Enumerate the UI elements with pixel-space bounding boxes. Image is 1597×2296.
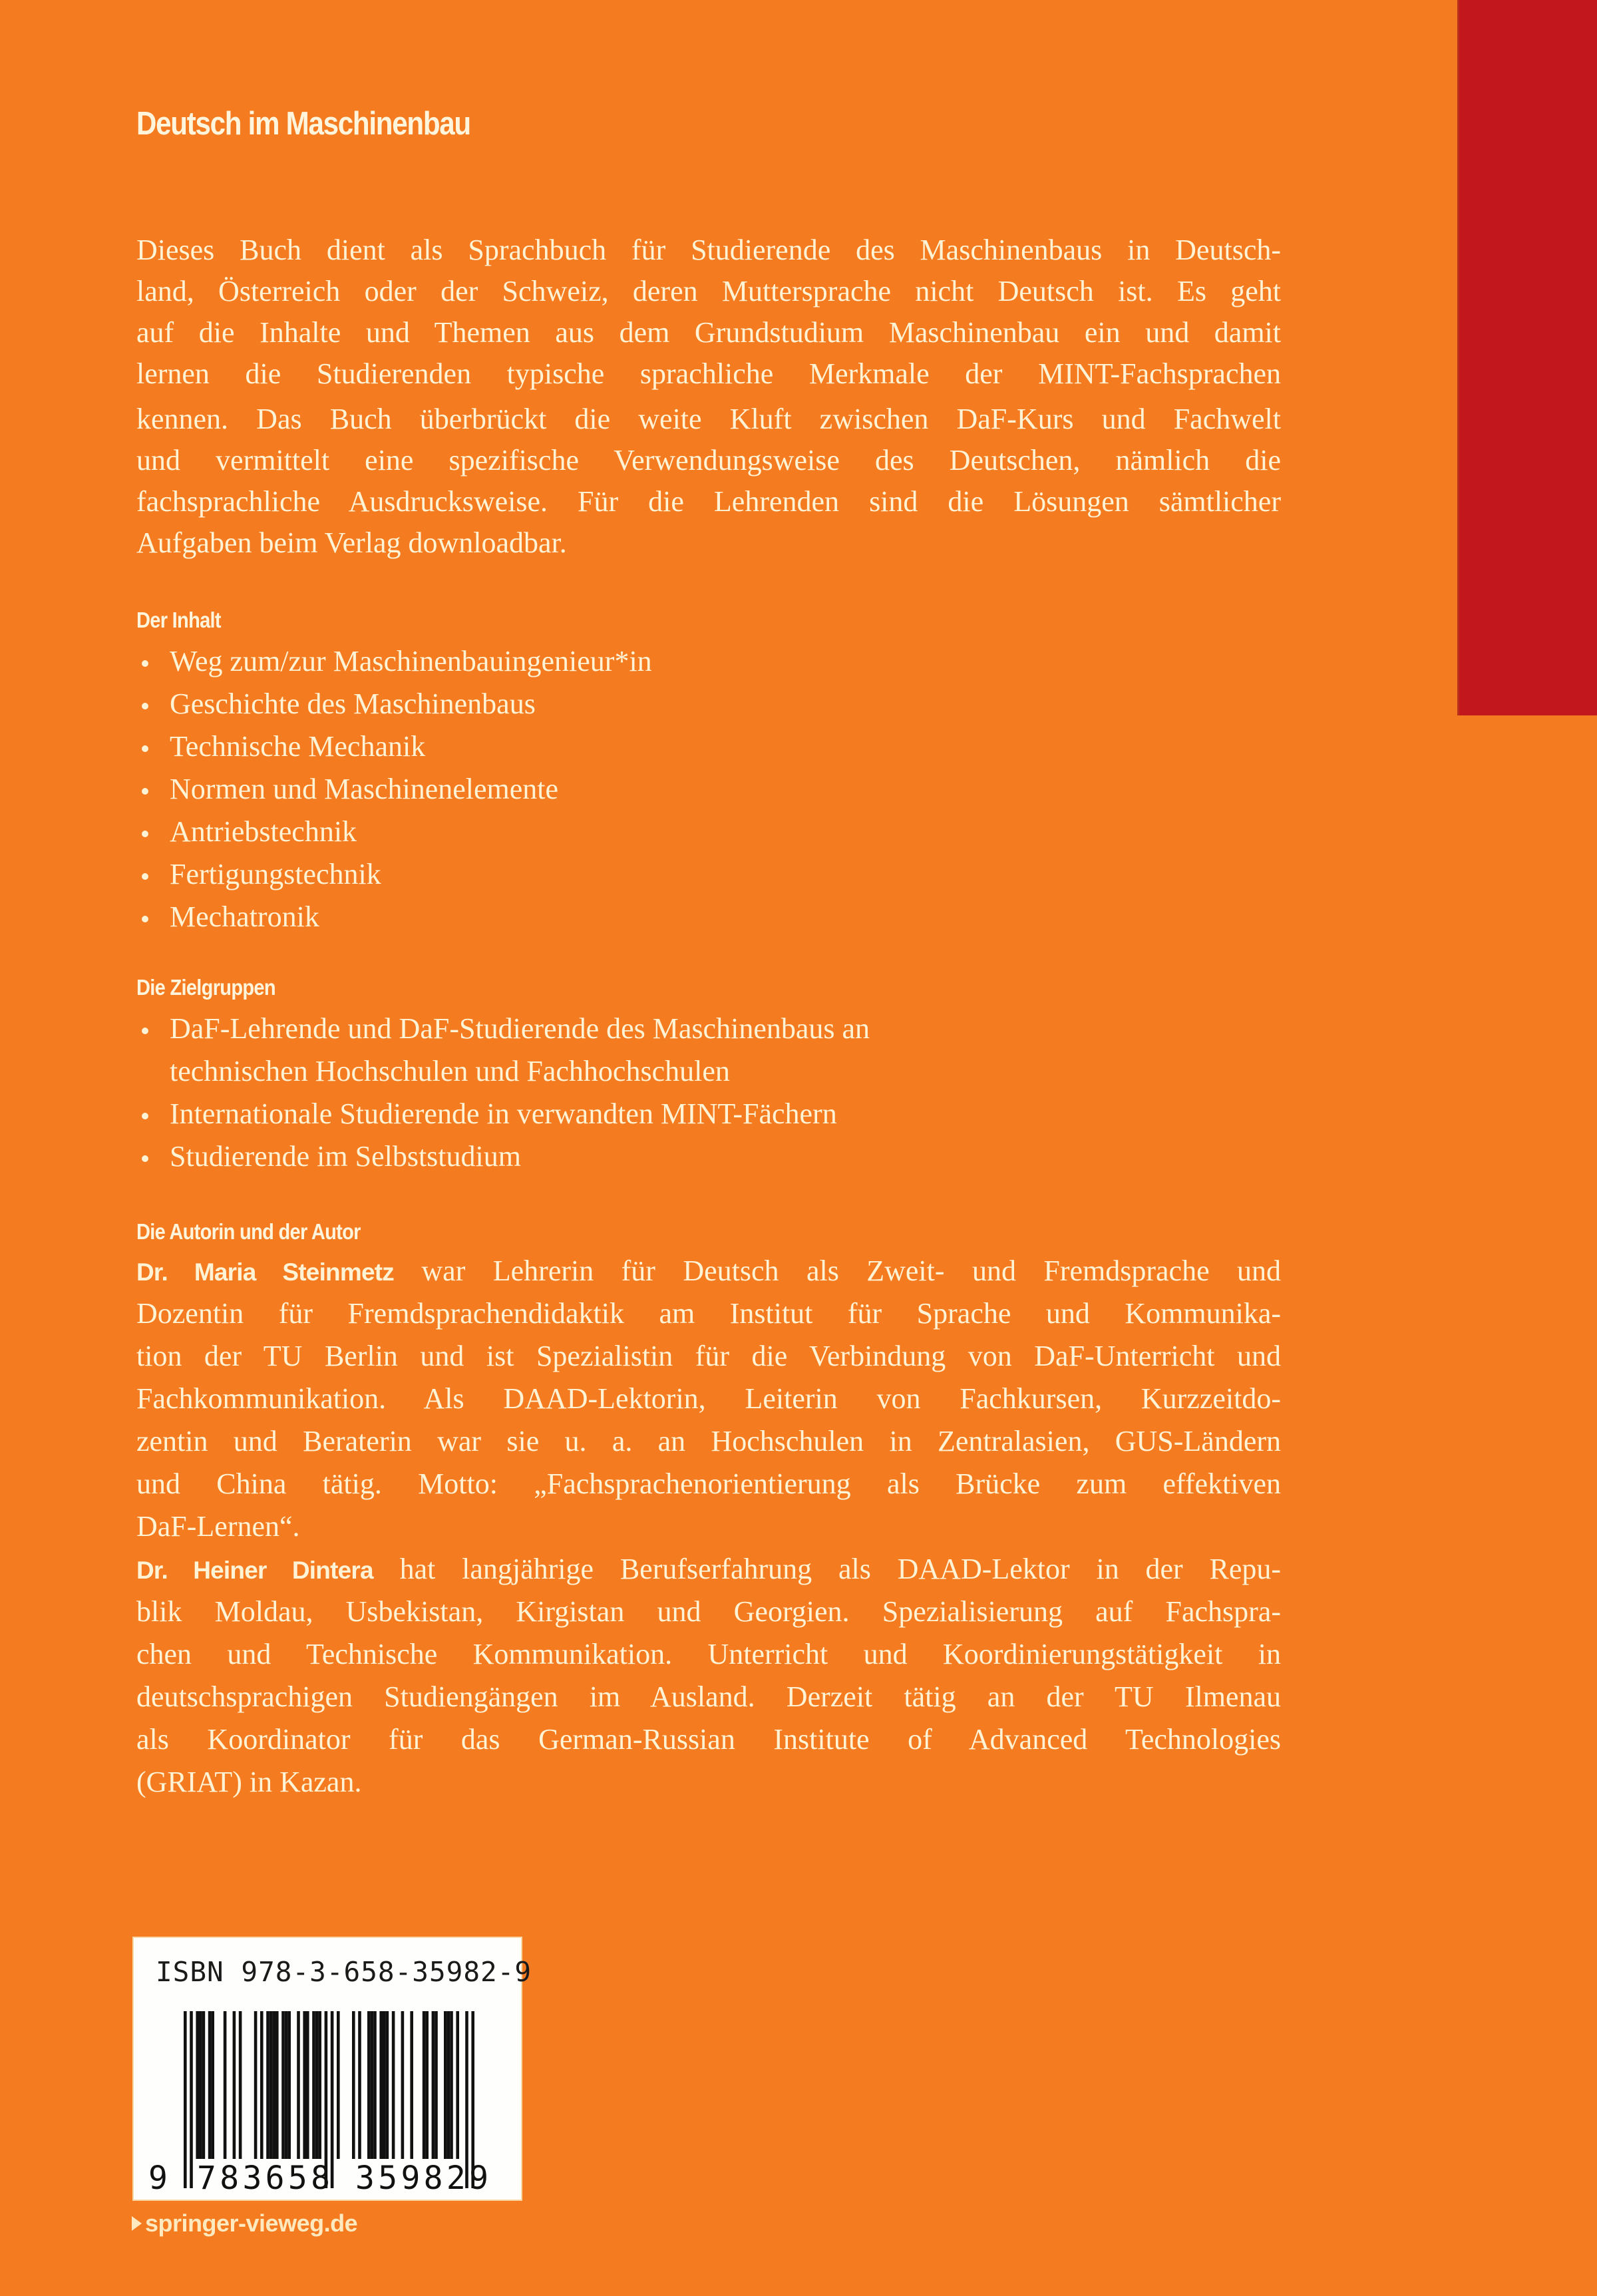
bullet-icon	[142, 831, 148, 837]
description-line: kennen. Das Buch überbrückt die weite Kluft zwischen DaF-Kurs und Fachwelt	[136, 403, 1281, 435]
barcode-guard-bar	[331, 2011, 334, 2188]
barcode-guard-bar	[465, 2011, 468, 2188]
author-name-dintera: Dr. Heiner Dintera	[136, 1557, 373, 1584]
barcode-bar	[450, 2011, 453, 2159]
author-bio-line: Fachkommunikation. Als DAAD-Lektorin, Leiterin von Fachkursen, Kurzzeitdo-	[136, 1382, 1281, 1415]
barcode-bar	[423, 2011, 426, 2159]
publisher-url: springer-vieweg.de	[145, 2209, 358, 2237]
barcode-guard-bar	[190, 2011, 193, 2188]
ean-first-digit: 9	[148, 2160, 168, 2197]
barcode-bar	[444, 2011, 447, 2159]
barcode-graphic	[134, 1938, 521, 2200]
barcode-bar	[392, 2011, 395, 2159]
ean-left-group: 783658	[197, 2160, 330, 2197]
description-line: Dieses Buch dient als Sprachbuch für Studierende des Maschinenbaus in Deutsch-	[136, 234, 1281, 266]
author-bio-line: blik Moldau, Usbekistan, Kirgistan und Georgien. Spezialisierung auf Fachspra-	[136, 1595, 1281, 1628]
barcode-bar	[287, 2011, 291, 2159]
barcode-guard-bar	[184, 2011, 187, 2188]
description-line: und vermittelt eine spezifische Verwendungsweise des Deutschen, nämlich die	[136, 444, 1281, 477]
barcode-bar	[208, 2011, 212, 2159]
ean-right-group: 359829	[355, 2160, 488, 2197]
barcode-bar	[383, 2011, 386, 2159]
author-bio-line: tion der TU Berlin und ist Spezialistin für die Verbindung von DaF-Unterricht und	[136, 1340, 1281, 1372]
description-line: fachsprachliche Ausdrucksweise. Für die Lehrenden sind die Lösungen sämtlicher	[136, 485, 1281, 518]
bullet-icon	[142, 873, 148, 880]
barcode-bar	[285, 2011, 288, 2159]
author-bio-line: Dozentin für Fremdsprachendidaktik am Institut für Sprache und Kommunika-	[136, 1297, 1281, 1330]
author-bio-line: chen und Technische Kommunikation. Unterricht und Koordinierungstätigkeit in	[136, 1638, 1281, 1670]
bullet-icon	[142, 660, 148, 667]
description-line: Aufgaben beim Verlag downloadbar.	[136, 526, 567, 559]
barcode-bar	[275, 2011, 279, 2159]
barcode-bar	[254, 2011, 258, 2159]
barcode-bar	[456, 2011, 459, 2159]
author-bio-line: und China tätig. Motto: „Fachsprachenorientierung als Brücke zum effektiven	[136, 1467, 1281, 1500]
barcode-bar	[312, 2011, 315, 2159]
bullet-icon	[142, 916, 148, 922]
bullet-icon	[142, 788, 148, 795]
barcode-bar	[211, 2011, 214, 2159]
barcode-bar	[266, 2011, 269, 2159]
description-line: land, Österreich oder der Schweiz, deren Muttersprache nicht Deutsch ist. Es geht	[136, 275, 1281, 307]
description-line: lernen die Studierenden typische sprachliche Merkmale der MINT-Fachsprachen	[136, 357, 1281, 390]
section-heading-audience: Die Zielgruppen	[136, 975, 275, 1000]
barcode-bar	[303, 2011, 306, 2159]
barcode-bar	[367, 2011, 371, 2159]
barcode-bar	[373, 2011, 377, 2159]
barcode-bar	[281, 2011, 285, 2159]
bullet-icon	[142, 703, 148, 709]
isbn-label: ISBN 978-3-658-35982-9	[156, 1956, 532, 1988]
barcode-bar	[196, 2011, 199, 2159]
barcode-bar	[435, 2011, 438, 2159]
barcode-bar	[358, 2011, 361, 2159]
publisher-link[interactable]	[132, 2209, 357, 2237]
play-triangle-icon	[132, 2216, 142, 2231]
bullet-icon	[142, 1113, 148, 1119]
barcode-bar	[269, 2011, 273, 2159]
bullet-icon	[142, 745, 148, 752]
barcode-bar	[297, 2011, 300, 2159]
author-name-steinmetz: Dr. Maria Steinmetz	[136, 1258, 394, 1286]
barcode-bar	[410, 2011, 413, 2159]
section-heading-authors: Die Autorin und der Autor	[136, 1219, 361, 1244]
barcode-bar	[379, 2011, 383, 2159]
barcode-bar	[425, 2011, 429, 2159]
barcode-bar	[315, 2011, 319, 2159]
accent-color-strip	[1459, 0, 1597, 715]
author-bio-line: Dr. Heiner Dintera hat langjährige Berufserfahrung als DAAD-Lektor in der Repu-	[136, 1553, 1282, 1585]
bullet-icon	[142, 1155, 148, 1162]
barcode-bar	[318, 2011, 321, 2159]
author-bio-line: DaF-Lernen“.	[136, 1510, 300, 1543]
barcode-bar	[337, 2011, 340, 2159]
barcode-bar	[239, 2011, 242, 2159]
author-bio-line: zentin und Beraterin war sie u. a. an Hochschulen in Zentralasien, GUS-Ländern	[136, 1425, 1281, 1457]
barcode-bar	[352, 2011, 355, 2159]
barcode-bar	[432, 2011, 435, 2159]
author-bio-line: (GRIAT) in Kazan.	[136, 1766, 362, 1798]
author-bio-line: deutschsprachigen Studiengängen im Ausland. Derzeit tätig an der TU Ilmenau	[136, 1680, 1281, 1713]
barcode-bar	[386, 2011, 389, 2159]
isbn-barcode	[134, 1938, 532, 2200]
author-bio-line: Dr. Maria Steinmetz war Lehrerin für Deutsch als Zweit- und Fremdsprache und	[136, 1254, 1282, 1287]
description-line: auf die Inhalte und Themen aus dem Grundstudium Maschinenbau ein und damit	[136, 316, 1281, 349]
barcode-bar	[233, 2011, 236, 2159]
barcode-bar	[260, 2011, 264, 2159]
barcode-bar	[224, 2011, 227, 2159]
author-bio-line: als Koordinator für das German-Russian Institute of Advanced Technologies	[136, 1723, 1281, 1756]
book-title: Deutsch im Maschinenbau	[136, 106, 470, 142]
barcode-bar	[371, 2011, 374, 2159]
section-heading-contents: Der Inhalt	[136, 608, 221, 632]
barcode-bar	[447, 2011, 450, 2159]
barcode-bar	[401, 2011, 405, 2159]
barcode-bar	[199, 2011, 202, 2159]
bullet-icon	[142, 1028, 148, 1034]
barcode-bar	[272, 2011, 275, 2159]
barcode-bar	[306, 2011, 309, 2159]
barcode-bar	[202, 2011, 206, 2159]
